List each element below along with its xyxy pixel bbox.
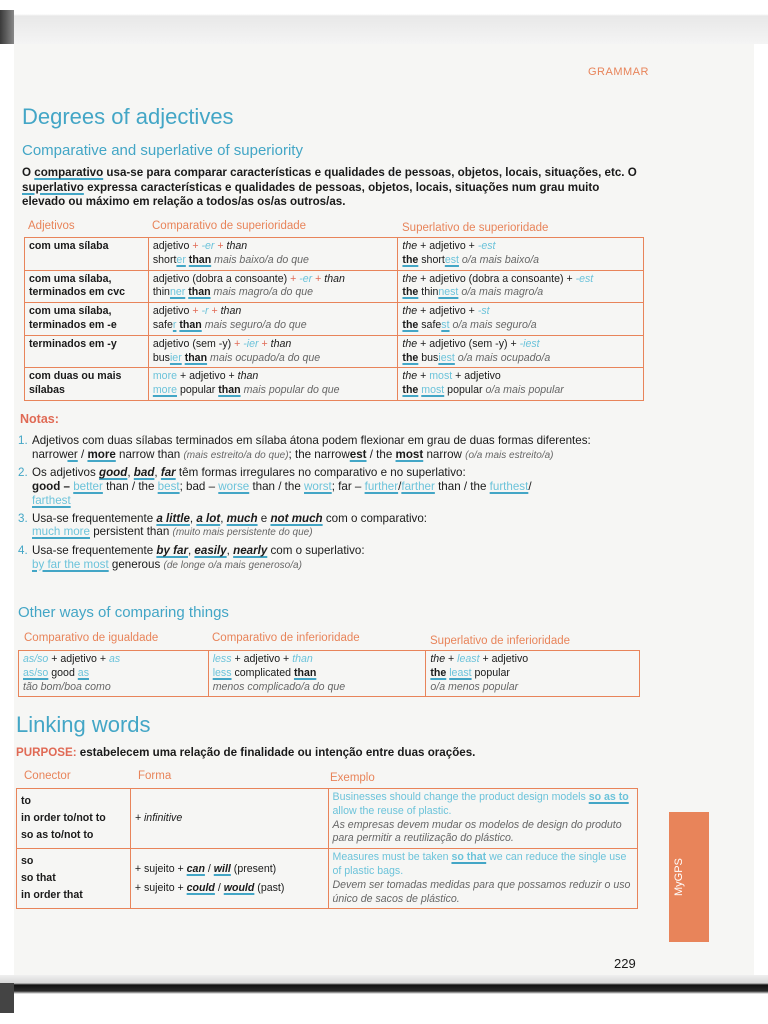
- table-row: [17, 849, 638, 909]
- table1-header-comparativo: Comparativo de superioridade: [152, 220, 307, 232]
- linking-header-forma: Forma: [138, 770, 172, 782]
- section-header-label: GRAMMAR: [588, 66, 649, 78]
- other-header-superlativo-inferioridade: Superlativo de inferioridade: [430, 635, 571, 647]
- comparative-cell: more + adjetivo + than more popular than mais popular do que: [148, 368, 398, 401]
- row-label: com uma sílaba, terminados em cvc: [25, 270, 149, 303]
- table1-header-adjetivos: Adjetivos: [28, 220, 75, 232]
- superlative-inferiority-cell: the + least + adjetivo the least popular o/a menos popular: [426, 651, 640, 697]
- connector-cell: so so that in order that: [17, 849, 131, 909]
- table-row: [25, 270, 644, 303]
- example-cell: Businesses should change the product design models so as to allow the reuse of plastic. As empresas devem mudar os modelos de design do produto para permitir a reutilização do plástico.: [328, 789, 638, 849]
- superlative-cell: the + adjetivo (sem -y) + -iest the busiest o/a mais ocupado/a: [398, 335, 644, 368]
- scan-corner-shadow: [0, 10, 14, 44]
- note-item: 4. Usa-se frequentemente by far, easily, nearly com o superlativo: by far the most generous (de longe o/a mais generoso/a): [18, 543, 365, 571]
- notes-list: [18, 434, 658, 576]
- comparative-cell: adjetivo + -r + than safer than mais seguro/a do que: [148, 303, 398, 336]
- superlative-cell: the + adjetivo + -st the safest o/a mais seguro/a: [398, 303, 644, 336]
- comparative-cell: adjetivo (sem -y) + -ier + than busier than mais ocupado/a do que: [148, 335, 398, 368]
- other-comparisons-table: [18, 650, 640, 697]
- table-row: [17, 789, 638, 849]
- other-header-inferioridade: Comparativo de inferioridade: [212, 632, 360, 644]
- table-row: [25, 303, 644, 336]
- intro-paragraph: O comparativo usa-se para comparar características e qualidades de pessoas, objetos, locais, situações, etc. O superlativo expressa características e qualidades de pessoas, objetos, locais, situações num grau muito elevado ou máximo em relação a todos/as os/as outros/as.: [22, 166, 637, 208]
- section-subtitle: Comparative and superlative of superiority: [22, 142, 303, 159]
- table1-header-superlativo: Superlativo de superioridade: [402, 222, 549, 234]
- table-row: [25, 238, 644, 271]
- superlative-cell: the + adjetivo + -est the shortest o/a mais baixo/a: [398, 238, 644, 271]
- note-item: 1. Adjetivos com duas sílabas terminados em sílaba átona podem flexionar em grau de duas formas diferentes: narrower / more narrow than (mais estreito/a do que); the narrowest / the most narrow (o/a mais estreito/a): [18, 434, 591, 461]
- example-cell: Measures must be taken so that we can reduce the single use of plastic bags. Devem ser tomadas medidas para que possamos reduzir o uso único de sacos de plástico.: [328, 849, 638, 909]
- table-row: [19, 651, 640, 697]
- connector-cell: to in order to/not to so as to/not to: [17, 789, 131, 849]
- table-row: [25, 368, 644, 401]
- superlative-cell: the + most + adjetivo the most popular o/a mais popular: [398, 368, 644, 401]
- side-tab-label: MyGPS: [673, 858, 685, 896]
- notes-title: Notas:: [20, 412, 59, 426]
- linking-words-title: Linking words: [16, 712, 151, 737]
- linking-header-conector: Conector: [24, 770, 71, 782]
- page-number: 229: [614, 956, 636, 971]
- scan-bottom-shadow: [0, 983, 14, 1013]
- inferiority-cell: less + adjetivo + than less complicated than menos complicado/a do que: [208, 651, 426, 697]
- other-header-igualdade: Comparativo de igualdade: [24, 632, 159, 644]
- form-cell: + sujeito + can / will (present) + sujeito + could / would (past): [130, 849, 328, 909]
- table-row: [25, 335, 644, 368]
- form-cell: + infinitive: [130, 789, 328, 849]
- page-title: Degrees of adjectives: [22, 104, 234, 129]
- row-label: com uma sílaba, terminados em -e: [25, 303, 149, 336]
- note-item: 2. Os adjetivos good, bad, far têm formas irregulares no comparativo e no superlativo: good – better than / the best; bad – worse than / the worst; far – further/farther than / the furthest/ farthest: [18, 466, 532, 507]
- linking-words-table: [16, 788, 638, 909]
- purpose-line: PURPOSE: estabelecem uma relação de finalidade ou intenção entre duas orações.: [16, 746, 476, 759]
- linking-header-exemplo: Exemplo: [330, 772, 375, 784]
- row-label: com duas ou mais sílabas: [25, 368, 149, 401]
- row-label: com uma sílaba: [25, 238, 149, 271]
- equality-cell: as/so + adjetivo + as as/so good as tão bom/boa como: [19, 651, 209, 697]
- superlative-cell: the + adjetivo (dobra a consoante) + -est the thinnest o/a mais magro/a: [398, 270, 644, 303]
- comparative-cell: adjetivo + -er + than shorter than mais baixo/a do que: [148, 238, 398, 271]
- note-item: 3. Usa-se frequentemente a little, a lot, much e not much com o comparativo: much more persistent than (muito mais persistente do que): [18, 511, 428, 539]
- other-ways-title: Other ways of comparing things: [18, 604, 229, 621]
- scan-bottom-edge: [0, 975, 768, 1024]
- comparative-cell: adjetivo (dobra a consoante) + -er + than thinner than mais magro/a do que: [148, 270, 398, 303]
- row-label: terminados em -y: [25, 335, 149, 368]
- degrees-table: [24, 237, 644, 401]
- scan-top-edge: [0, 0, 768, 44]
